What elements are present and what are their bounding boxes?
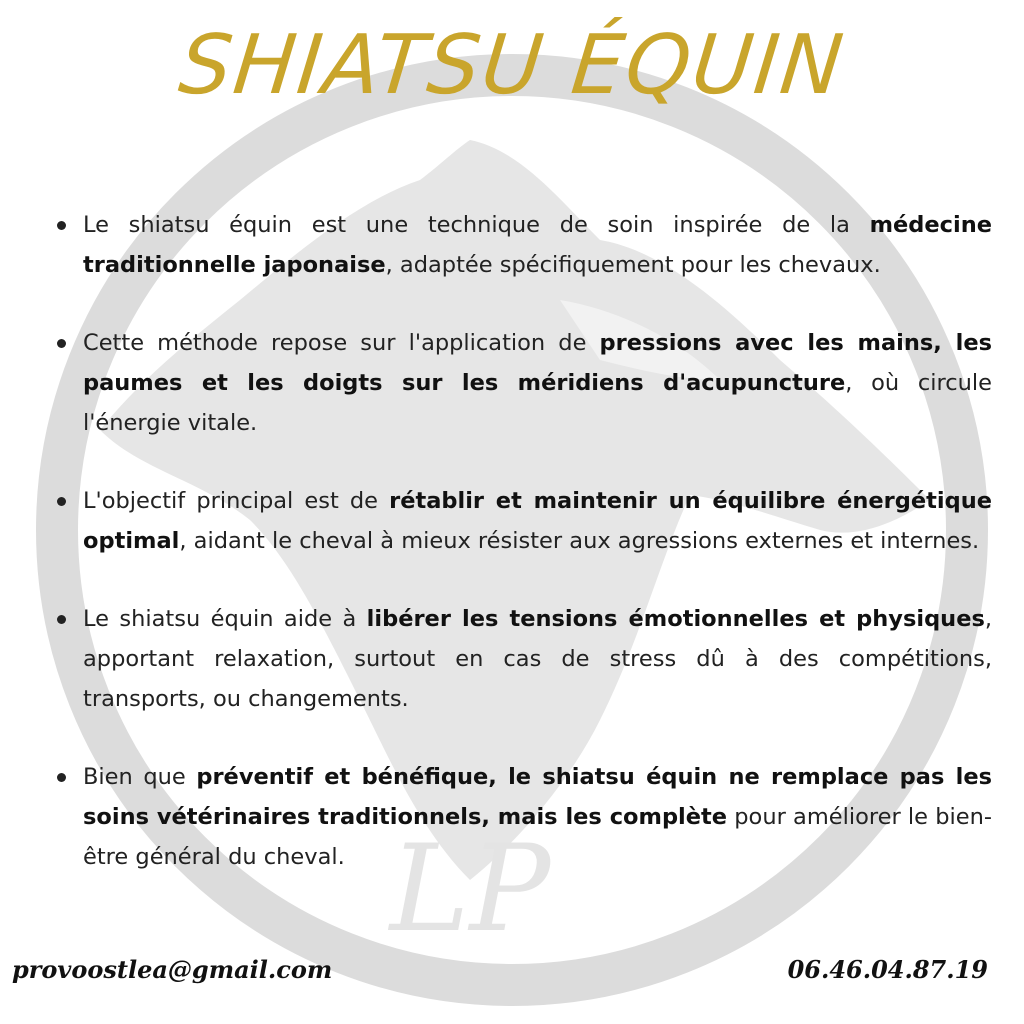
bullet-bold-text: médecine traditionnelle japonaise <box>83 212 992 278</box>
page-title: SHIATSU ÉQUIN <box>174 18 850 113</box>
contact-phone: 06.46.04.87.19 <box>787 955 988 984</box>
bullet-item <box>55 323 992 443</box>
bullet-bold-text: pressions avec les mains, les paumes et les doigts sur les méridiens d'acupuncture <box>83 330 993 396</box>
bullet-text: , où circule l'énergie vitale. <box>83 370 992 436</box>
bullet-dot-icon <box>57 339 66 348</box>
bullet-text: , apportant relaxation, surtout en cas de stress dû à des compétitions, transports, ou changements. <box>83 606 993 712</box>
bullet-text: pour améliorer le bien-être général du cheval. <box>83 804 992 870</box>
bullet-item <box>55 481 992 561</box>
bullet-text: Cette méthode repose sur l'application de <box>83 330 600 356</box>
bullet-text: L'objectif principal est de <box>83 488 390 514</box>
bullet-bold-text: rétablir et maintenir un équilibre énergétique optimal <box>83 488 992 554</box>
watermark-initials: LP <box>389 820 551 959</box>
bullet-bold-text: préventif et bénéfique, le shiatsu équin ne remplace pas les soins vétérinaires traditionnels, mais les complète <box>83 764 992 830</box>
bullet-text: , aidant le cheval à mieux résister aux agressions externes et internes. <box>179 528 980 554</box>
bullet-dot-icon <box>57 615 66 624</box>
bullet-text: Le shiatsu équin aide à <box>83 606 367 632</box>
bullet-dot-icon <box>57 773 66 782</box>
bullet-item <box>55 599 992 719</box>
bullet-item <box>55 205 992 285</box>
bullet-item <box>55 757 992 877</box>
bullet-text: Le shiatsu équin est une technique de soin inspirée de la <box>83 212 870 238</box>
bullet-dot-icon <box>57 221 66 230</box>
bullet-text: Bien que <box>83 764 197 790</box>
bullet-dot-icon <box>57 497 66 506</box>
bullet-bold-text: libérer les tensions émotionnelles et physiques <box>366 606 985 632</box>
contact-email: provoostlea@gmail.com <box>12 955 333 984</box>
bullet-text: , adaptée spécifiquement pour les chevaux. <box>385 252 881 278</box>
bullet-list <box>55 205 992 915</box>
